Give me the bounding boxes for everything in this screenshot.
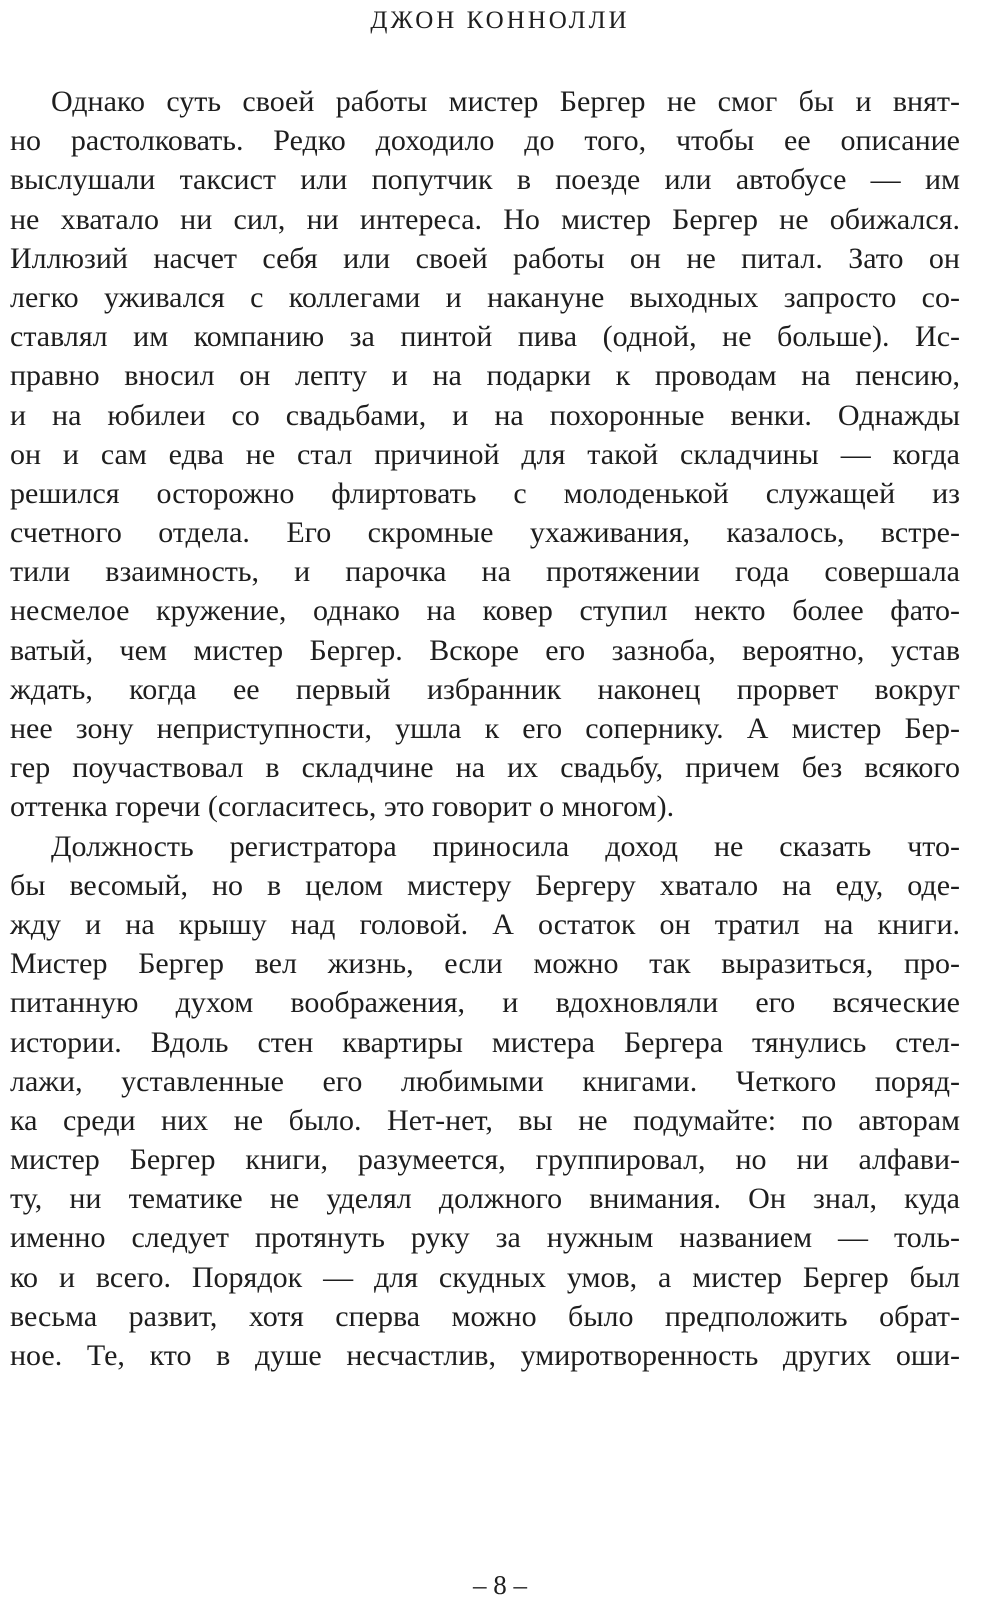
text-line: мистер Бергер книги, разумеется, группировал, но ни алфави-	[10, 1143, 960, 1177]
text-line: не хватало ни сил, ни интереса. Но мистер Бергер не обижался.	[10, 202, 960, 236]
running-head: ДЖОН КОННОЛЛИ	[370, 7, 630, 34]
text-line: лажи, уставленные его любимыми книгами. Четкого поряд-	[10, 1064, 960, 1098]
text-line: ту, ни тематике не уделял должного внимания. Он знал, куда	[10, 1182, 960, 1216]
text-line: Должность регистратора приносила доход не сказать что-	[51, 829, 960, 863]
text-line: гер поучаствовал в складчине на их свадьбу, причем без всякого	[10, 751, 960, 785]
text-line: истории. Вдоль стен квартиры мистера Бергера тянулись стел-	[10, 1025, 960, 1059]
body-text	[10, 82, 960, 1375]
text-line: правно вносил он лепту и на подарки к проводам на пенсию,	[10, 359, 960, 393]
text-line: бы весомый, но в целом мистеру Бергеру хватало на еду, оде-	[10, 868, 960, 902]
text-line: он и сам едва не стал причиной для такой складчины — когда	[10, 437, 960, 471]
text-line: легко уживался с коллегами и накануне выходных запросто со-	[10, 280, 960, 314]
text-line: счетного отдела. Его скромные ухаживания, казалось, встре-	[10, 516, 960, 550]
text-line: и на юбилеи со свадьбами, и на похоронные венки. Однажды	[10, 398, 960, 432]
text-line: именно следует протянуть руку за нужным названием — толь-	[10, 1221, 960, 1255]
text-line: нее зону неприступности, ушла к его сопернику. А мистер Бер-	[10, 712, 960, 745]
text-line: ставлял им компанию за пинтой пива (одной, не больше). Ис-	[10, 320, 960, 354]
text-line: ное. Те, кто в душе несчастлив, умиротворенность других оши-	[10, 1339, 960, 1372]
text-line: решился осторожно флиртовать с молоденькой служащей из	[10, 476, 960, 510]
text-line: Мистер Бергер вел жизнь, если можно так выразиться, про-	[10, 947, 960, 981]
text-line: ка среди них не было. Нет-нет, вы не подумайте: по авторам	[10, 1103, 960, 1137]
text-line: выслушали таксист или попутчик в поезде или автобусе — им	[10, 163, 960, 197]
text-line: тили взаимность, и парочка на протяжении года совершала	[10, 555, 960, 589]
text-line: но растолковать. Редко доходило до того, чтобы ее описание	[10, 124, 960, 158]
text-line: несмелое кружение, однако на ковер ступил некто более фато-	[10, 594, 960, 628]
text-line: жду и на крышу над головой. А остаток он тратил на книги.	[10, 907, 960, 941]
text-line: Однако суть своей работы мистер Бергер не смог бы и внят-	[51, 85, 960, 118]
text-line: весьма развит, хотя сперва можно было предположить обрат-	[10, 1299, 960, 1333]
text-line: ватый, чем мистер Бергер. Вскоре его зазноба, вероятно, устав	[10, 633, 960, 667]
text-line: питанную духом воображения, и вдохновляли его всяческие	[10, 986, 960, 1020]
page-number: – 8 –	[473, 1570, 527, 1600]
text-line: ко и всего. Порядок — для скудных умов, а мистер Бергер был	[10, 1260, 960, 1294]
text-line: Иллюзий насчет себя или своей работы он не питал. Зато он	[10, 241, 960, 275]
text-line: оттенка горечи (согласитесь, это говорит о многом).	[10, 790, 675, 824]
text-line: ждать, когда ее первый избранник наконец прорвет вокруг	[10, 672, 960, 706]
